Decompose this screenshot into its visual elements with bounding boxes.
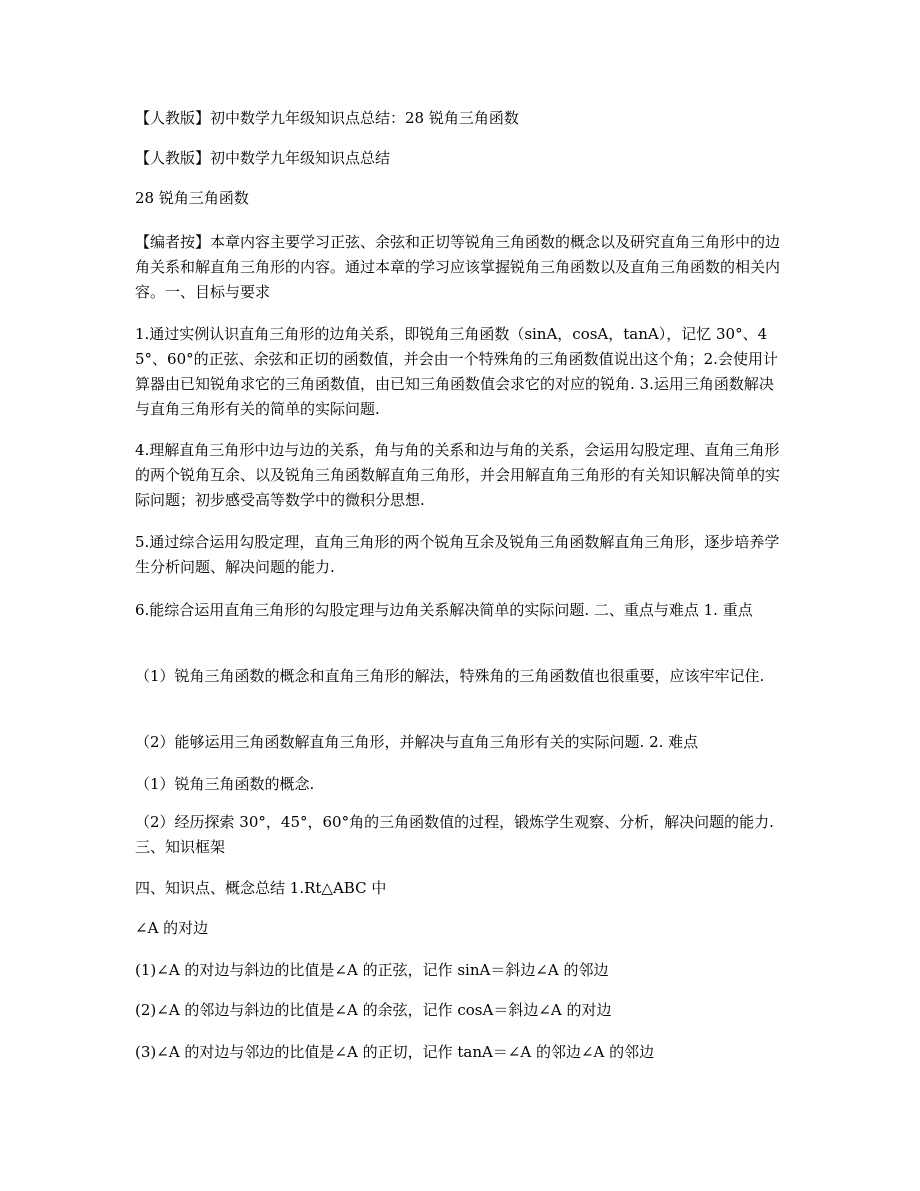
goal-paragraph-1: 1.通过实例认识直角三角形的边角关系，即锐角三角函数（sinA，cosA，tanA），记忆 30°、45°、60°的正弦、余弦和正切的函数值，并会由一个特殊角的三角函数值说出这个角；2.会使用计算器由已知锐角求它的三角函数值，由已知三角函数值会求它的对应的锐角. 3.运用三角函数解决与直角三角形有关的简单的实际问题. (135, 325, 778, 418)
editor-note-paragraph: 【编者按】本章内容主要学习正弦、余弦和正切等锐角三角函数的概念以及研究直角三角形中的边角关系和解直角三角形的内容。通过本章的学习应该掌握锐角三角函数以及直角三角函数的相关内容。一、目标与要求 (135, 233, 781, 301)
tangent-definition: (3)∠A 的对边与邻边的比值是∠A 的正切，记作 tanA＝∠A 的邻边∠A 的邻边 (135, 1043, 655, 1061)
cosine-definition: (2)∠A 的邻边与斜边的比值是∠A 的余弦，记作 cosA＝斜边∠A 的对边 (135, 1001, 612, 1019)
opposite-side-label: ∠A 的对边 (135, 919, 209, 937)
goal-paragraph-4: 4.理解直角三角形中边与边的关系，角与角的关系和边与角的关系，会运用勾股定理、直角三角形的两个锐角互余、以及锐角三角函数解直角三角形，并会用解直角三角形的有关知识解决简单的实际问题；初步感受高等数学中的微积分思想. (135, 441, 781, 509)
document-title: 【人教版】初中数学九年级知识点总结：28 锐角三角函数 (135, 109, 519, 127)
difficulty-1: （1）锐角三角函数的概念. (135, 775, 315, 793)
summary-heading: 四、知识点、概念总结 1.Rt△ABC 中 (135, 879, 387, 897)
difficulty-2: （2）经历探索 30°，45°，60°角的三角函数值的过程，锻炼学生观察、分析，解决问题的能力. 三、知识框架 (135, 813, 774, 856)
key-point-1: （1）锐角三角函数的概念和直角三角形的解法，特殊角的三角函数值也很重要，应该牢牢记住. (135, 667, 765, 685)
goal-paragraph-6: 6.能综合运用直角三角形的勾股定理与边角关系解决简单的实际问题. 二、重点与难点 1. 重点 (135, 601, 753, 619)
sine-definition: (1)∠A 的对边与斜边的比值是∠A 的正弦，记作 sinA＝斜边∠A 的邻边 (135, 961, 609, 979)
chapter-heading: 28 锐角三角函数 (135, 189, 249, 207)
goal-paragraph-5: 5.通过综合运用勾股定理，直角三角形的两个锐角互余及锐角三角函数解直角三角形，逐步培养学生分析问题、解决问题的能力. (135, 533, 780, 576)
document-subtitle: 【人教版】初中数学九年级知识点总结 (135, 149, 391, 167)
key-point-2: （2）能够运用三角函数解直角三角形，并解决与直角三角形有关的实际问题. 2. 难点 (135, 733, 699, 751)
